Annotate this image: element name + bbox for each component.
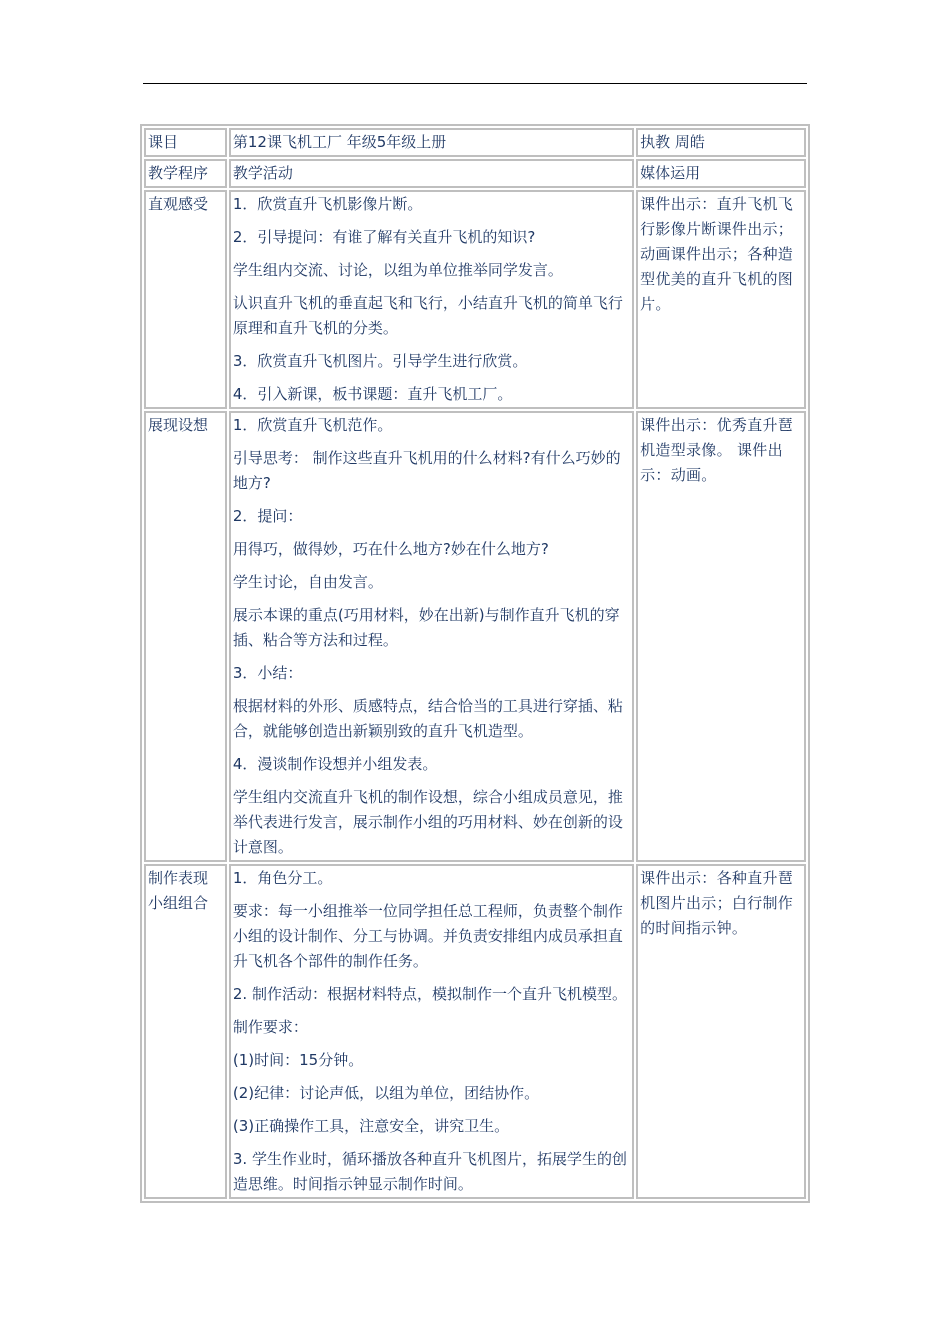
media-cell	[636, 411, 806, 862]
stage-cell	[144, 864, 227, 1199]
activity-paragraph: 4．引入新课，板书课题：直升飞机工厂。	[232, 385, 513, 403]
table-row	[144, 190, 806, 409]
table-row	[144, 411, 806, 862]
activity-paragraph: 引导思考： 制作这些直升飞机用的什么材料?有什么巧妙的地方?	[232, 449, 621, 492]
activity-paragraph: 2．提问：	[232, 507, 303, 525]
activity-paragraph: 3．欣赏直升飞机图片。引导学生进行欣赏。	[232, 352, 528, 370]
table-row-lesson-info	[144, 128, 806, 157]
stage-cell	[144, 411, 227, 862]
activity-paragraph: (3)正确操作工具，注意安全，讲究卫生。	[232, 1117, 510, 1135]
media-cell	[636, 190, 806, 409]
activity-paragraph: 要求：每一小组推举一位同学担任总工程师，负责整个制作小组的设计制作、分工与协调。并负责安排组内成员承担直升飞机各个部件的制作任务。	[232, 902, 623, 970]
activity-paragraph: 制作要求：	[232, 1018, 308, 1036]
table-row-column-headers	[144, 159, 806, 188]
activity-cell	[229, 190, 634, 409]
stage-label: 直观感受	[148, 195, 209, 213]
stage-label: 展现设想	[148, 416, 209, 434]
activity-paragraph: 认识直升飞机的垂直起飞和飞行，小结直升飞机的简单飞行原理和直升飞机的分类。	[232, 294, 623, 337]
activity-cell	[229, 864, 634, 1199]
table-row	[144, 864, 806, 1199]
activity-paragraph: 3. 学生作业时，循环播放各种直升飞机图片，拓展学生的创造思维。时间指示钟显示制作时间。	[232, 1150, 627, 1193]
activity-paragraph: 根据材料的外形、质感特点，结合恰当的工具进行穿插、粘合，就能够创造出新颖别致的直升飞机造型。	[232, 697, 623, 740]
column-header-activity: 教学活动	[229, 159, 634, 188]
activity-paragraph: 3．小结：	[232, 664, 303, 682]
teacher-cell: 执教 周皓	[636, 128, 806, 157]
media-cell	[636, 864, 806, 1199]
stage-label: 制作表现 小组组合	[148, 869, 209, 912]
lesson-plan-table	[140, 124, 810, 1203]
activity-paragraph: (2)纪律：讨论声低，以组为单位，团结协作。	[232, 1084, 540, 1102]
activity-paragraph: 2．引导提问：有谁了解有关直升飞机的知识?	[232, 228, 536, 246]
stage-cell	[144, 190, 227, 409]
activity-paragraph: 展示本课的重点(巧用材料，妙在出新)与制作直升飞机的穿插、粘合等方法和过程。	[232, 606, 620, 649]
activity-paragraph: (1)时间：15分钟。	[232, 1051, 364, 1069]
subject-label-cell: 课目	[144, 128, 227, 157]
activity-paragraph: 4．漫谈制作设想并小组发表。	[232, 755, 438, 773]
activity-paragraph: 1．欣赏直升飞机范作。	[232, 416, 393, 434]
column-header-media: 媒体运用	[636, 159, 806, 188]
activity-paragraph: 用得巧，做得妙，巧在什么地方?妙在什么地方?	[232, 540, 549, 558]
activity-paragraph: 学生组内交流、讨论，以组为单位推举同学发言。	[232, 261, 563, 279]
activity-cell	[229, 411, 634, 862]
media-text: 课件出示：直升飞机飞行影像片断课件出示；动画课件出示；各种造型优美的直升飞机的图片。	[640, 195, 794, 313]
lesson-title-cell: 第12课飞机工厂 年级5年级上册	[229, 128, 634, 157]
column-header-procedure: 教学程序	[144, 159, 227, 188]
activity-paragraph: 1．角色分工。	[232, 869, 333, 887]
media-text: 课件出示：各种直升琶机图片出示；白行制作的时间指示钟。	[640, 869, 794, 937]
activity-paragraph: 学生组内交流直升飞机的制作设想，综合小组成员意见，推举代表进行发言，展示制作小组的巧用材料、妙在创新的设计意图。	[232, 788, 623, 856]
activity-paragraph: 1．欣赏直升飞机影像片断。	[232, 195, 423, 213]
activity-paragraph: 2. 制作活动：根据材料特点，模拟制作一个直升飞机模型。	[232, 985, 627, 1003]
media-text: 课件出示：优秀直升琶机造型录像。 课件出示：动画。	[640, 416, 794, 484]
activity-paragraph: 学生讨论，自由发言。	[232, 573, 383, 591]
top-rule	[143, 83, 807, 84]
